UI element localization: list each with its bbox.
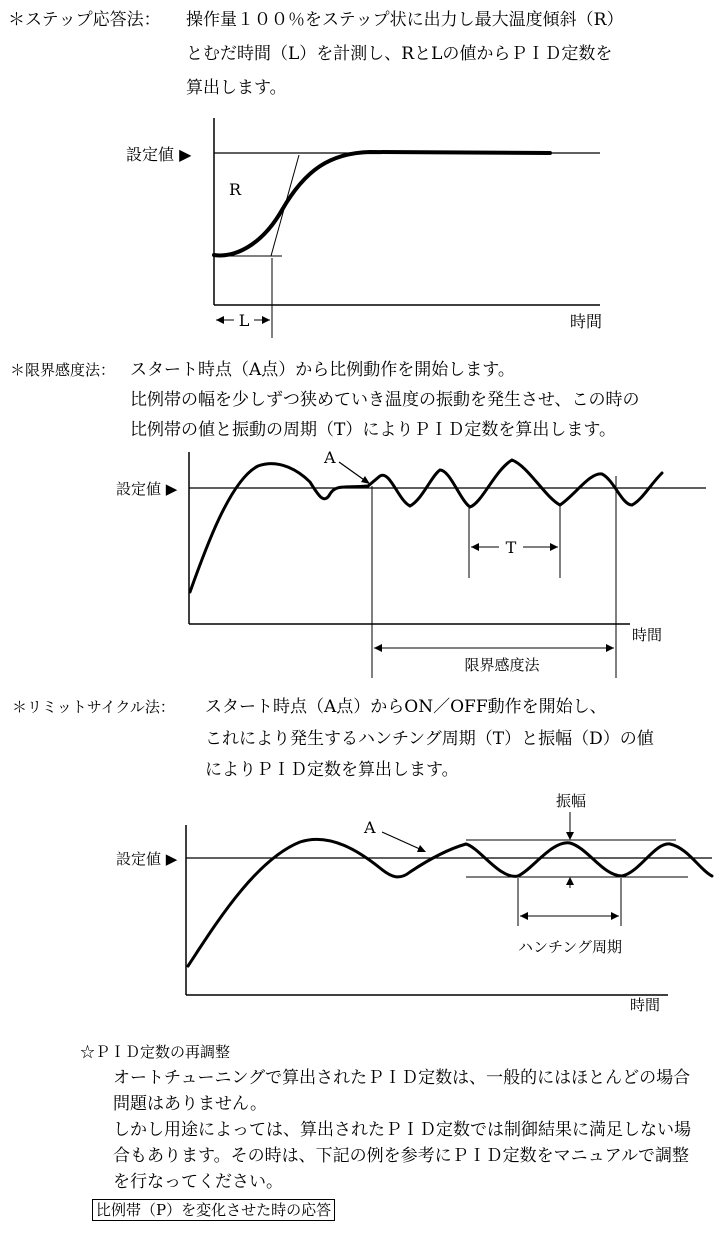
limit-cycle-chart (116, 792, 712, 1014)
limit-a-label: A (364, 818, 376, 837)
ultimate-setpoint-label: 設定値 ▶ (116, 480, 178, 498)
ultimate-a-pointer (339, 462, 367, 482)
step-text-line-2: とむだ時間（L）を計測し、RとLの値からＰＩＤ定数を (186, 44, 613, 64)
readjust-text-line-5: を行なってください。 (113, 1172, 283, 1192)
step-x-label: 時間 (570, 312, 603, 331)
ultimate-x-label: 時間 (632, 626, 663, 644)
readjust-heading: ☆ＰＩＤ定数の再調整 (80, 1043, 231, 1061)
limit-text-line-3: によりＰＩＤ定数を算出します。 (205, 760, 459, 780)
ultimate-heading: ＊限界感度法： (10, 361, 116, 379)
ultimate-t-label: T (505, 538, 517, 557)
readjust-text-line-2: 問題はありません。 (113, 1094, 268, 1114)
readjust-text-line-1: オートチューニングで算出されたＰＩＤ定数は、一般的にはほとんどの場合 (113, 1068, 691, 1088)
proportional-band-response-label: 比例帯（P）を変化させた時の応答 (92, 1199, 335, 1221)
ultimate-text-line-2: 比例帯の幅を少しずつ狭めていき温度の振動を発生させ、この時の (130, 390, 640, 410)
limit-x-label: 時間 (630, 996, 661, 1014)
ultimate-a-label: A (324, 448, 336, 467)
step-response-curve (214, 152, 550, 255)
step-response-chart (126, 118, 602, 338)
step-r-label: R (229, 180, 242, 199)
step-text-line-1: 操作量１００％をステップ状に出力し最大温度傾斜（R） (186, 10, 624, 30)
step-l-arrow-left (216, 316, 224, 324)
ultimate-text-line-3: 比例帯の値と振動の周期（T）によりＰＩＤ定数を算出します。 (130, 420, 616, 440)
limit-a-pointer (382, 832, 422, 850)
step-l-arrow-right (262, 316, 270, 324)
limit-amplitude-label: 振幅 (555, 792, 587, 810)
step-text-line-3: 算出します。 (186, 78, 287, 98)
readjust-text-line-4: 合もあります。その時は、下記の例を参考にＰＩＤ定数をマニュアルで調整 (113, 1146, 689, 1166)
limit-period-label: ハンチング周期 (518, 938, 622, 956)
ultimate-range-label: 限界感度法 (464, 656, 540, 674)
limit-text-line-1: スタート時点（A点）からON／OFF動作を開始し、 (205, 697, 607, 717)
ultimate-text-line-1: スタート時点（A点）から比例動作を開始します。 (130, 360, 515, 380)
readjust-text-line-3: しかし用途によっては、算出されたＰＩＤ定数では制御結果に満足しない場 (113, 1120, 691, 1140)
limit-text-line-2: これにより発生するハンチング周期（T）と振幅（D）の値 (205, 729, 654, 749)
step-heading: ＊ステップ応答法： (8, 10, 161, 30)
step-l-label: L (238, 311, 250, 330)
limit-setpoint-label: 設定値 ▶ (116, 850, 178, 868)
limit-heading: ＊リミットサイクル法： (12, 698, 175, 716)
ultimate-response-curve (190, 460, 662, 592)
ultimate-sensitivity-chart (116, 448, 706, 678)
step-setpoint-label: 設定値 ▶ (126, 145, 192, 164)
